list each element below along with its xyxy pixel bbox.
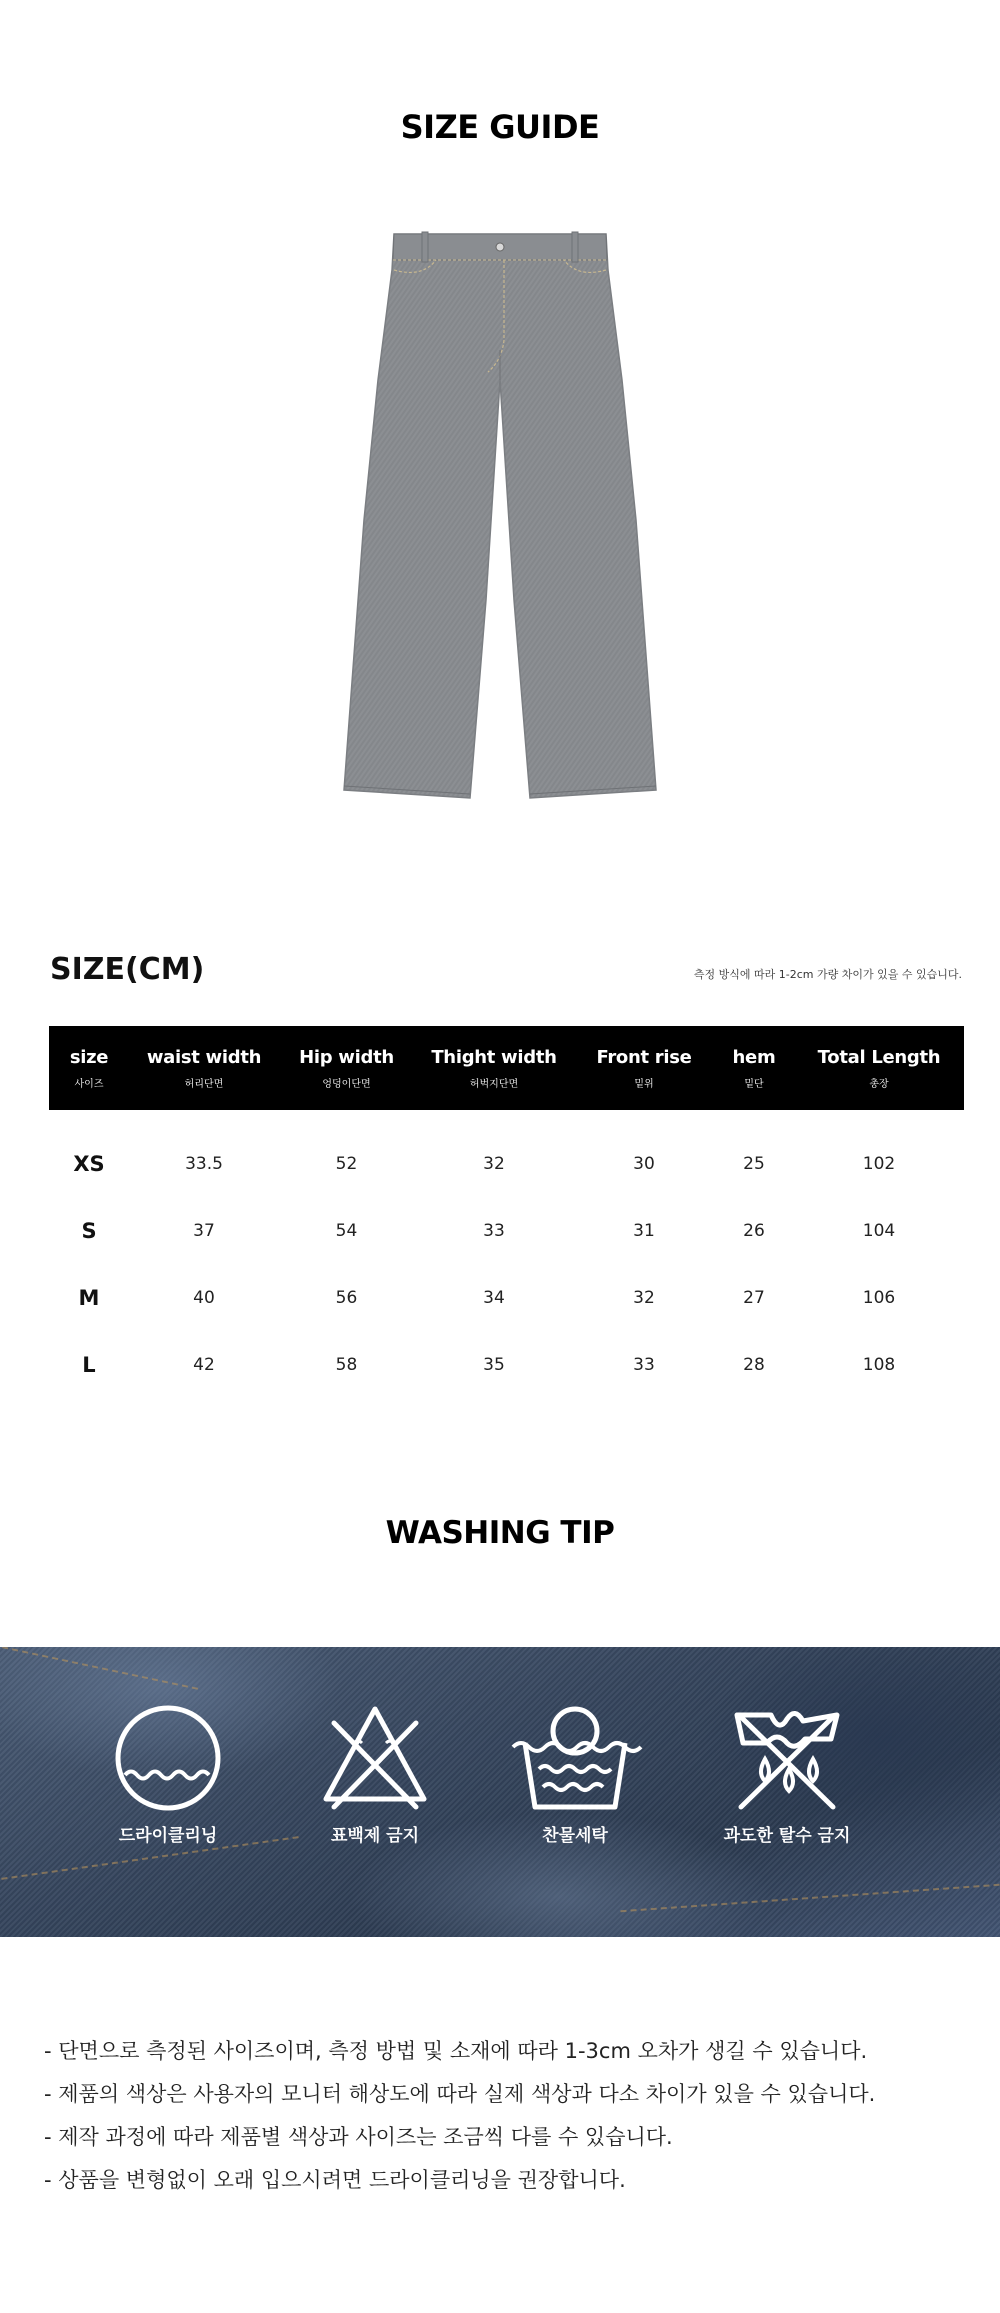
note-item: - 단면으로 측정된 사이즈이며, 측정 방법 및 소재에 따라 1-3cm 오차가 생길 수 있습니다. bbox=[44, 2039, 868, 2063]
size-cell: XS bbox=[73, 1151, 105, 1176]
care-item-cold-wash bbox=[485, 1703, 665, 1846]
table-row bbox=[49, 1110, 964, 1197]
table-cell: 40 bbox=[193, 1287, 215, 1308]
column-header-hem bbox=[714, 1026, 794, 1110]
note-item: - 상품을 변형없이 오래 입으시려면 드라이클리닝을 권장합니다. bbox=[44, 2168, 626, 2192]
note-item: - 제품의 색상은 사용자의 모니터 해상도에 따라 실제 색상과 다소 차이가 있을 수 있습니다. bbox=[44, 2082, 876, 2106]
column-header-en: hem bbox=[732, 1046, 776, 1068]
table-cell: 54 bbox=[335, 1220, 358, 1241]
table-cell: 32 bbox=[483, 1153, 505, 1174]
table-cell: 34 bbox=[483, 1287, 505, 1308]
note-item: - 제작 과정에 따라 제품별 색상과 사이즈는 조금씩 다를 수 있습니다. bbox=[44, 2125, 673, 2149]
no-bleach-icon bbox=[320, 1703, 430, 1813]
column-header-en: Hip width bbox=[299, 1046, 394, 1068]
table-cell: 106 bbox=[862, 1287, 896, 1308]
column-header-rise bbox=[574, 1026, 714, 1110]
table-cell: 104 bbox=[862, 1220, 896, 1241]
column-header-thigh bbox=[414, 1026, 574, 1110]
table-cell: 108 bbox=[862, 1354, 896, 1375]
care-label: 표백제 금지 bbox=[330, 1826, 420, 1846]
table-row bbox=[49, 1264, 964, 1331]
table-cell: 25 bbox=[743, 1153, 765, 1174]
no-wring-icon bbox=[727, 1703, 847, 1813]
column-header-ko: 사이즈 bbox=[74, 1078, 104, 1090]
column-header-waist bbox=[129, 1026, 279, 1110]
table-cell: 27 bbox=[743, 1287, 765, 1308]
table-cell: 42 bbox=[193, 1354, 215, 1375]
column-header-ko: 허리단면 bbox=[184, 1078, 224, 1090]
column-header-length bbox=[794, 1026, 964, 1110]
care-label: 찬물세탁 bbox=[542, 1826, 608, 1846]
table-cell: 102 bbox=[862, 1153, 896, 1174]
washing-tip-title: WASHING TIP bbox=[385, 1515, 615, 1551]
table-cell: 37 bbox=[193, 1220, 215, 1241]
product-notes bbox=[44, 2030, 875, 2202]
care-item-no-wring bbox=[697, 1703, 877, 1846]
measurement-note: 측정 방식에 따라 1-2cm 가량 차이가 있을 수 있습니다. bbox=[693, 968, 962, 981]
column-header-ko: 엉덩이단면 bbox=[322, 1078, 371, 1090]
table-cell: 56 bbox=[335, 1287, 358, 1308]
table-cell: 35 bbox=[483, 1354, 505, 1375]
column-header-en: size bbox=[69, 1046, 109, 1068]
cold-wash-icon bbox=[505, 1703, 645, 1813]
denim-stitch bbox=[620, 1884, 999, 1913]
column-header-ko: 총장 bbox=[869, 1078, 889, 1090]
jeans-product-image bbox=[330, 230, 670, 810]
size-table-header bbox=[49, 1026, 964, 1110]
column-header-size bbox=[49, 1026, 129, 1110]
column-header-ko: 허벅지단면 bbox=[469, 1078, 519, 1090]
table-cell: 52 bbox=[335, 1153, 358, 1174]
table-cell: 28 bbox=[743, 1354, 765, 1375]
column-header-ko: 밑단 bbox=[744, 1078, 764, 1090]
table-cell: 32 bbox=[633, 1287, 655, 1308]
size-cell: M bbox=[78, 1285, 100, 1310]
table-cell: 58 bbox=[335, 1354, 358, 1375]
column-header-en: Total Length bbox=[817, 1046, 941, 1068]
column-header-hip bbox=[279, 1026, 414, 1110]
size-cell: S bbox=[81, 1218, 97, 1243]
table-row bbox=[49, 1197, 964, 1264]
table-cell: 33 bbox=[483, 1220, 505, 1241]
column-header-en: Thight width bbox=[431, 1046, 557, 1068]
table-cell: 31 bbox=[633, 1220, 655, 1241]
denim-stitch bbox=[2, 1647, 198, 1690]
washing-care-banner bbox=[0, 1647, 1000, 1937]
table-cell: 33.5 bbox=[185, 1153, 223, 1174]
table-cell: 30 bbox=[633, 1153, 655, 1174]
care-label: 과도한 탈수 금지 bbox=[723, 1826, 851, 1846]
table-cell: 33 bbox=[633, 1354, 655, 1375]
dry-clean-icon bbox=[113, 1703, 223, 1813]
table-row bbox=[49, 1331, 964, 1398]
care-label: 드라이클리닝 bbox=[118, 1826, 218, 1846]
care-item-no-bleach bbox=[285, 1703, 465, 1846]
size-cell: L bbox=[82, 1352, 96, 1377]
care-item-dry-clean bbox=[78, 1703, 258, 1846]
column-header-en: waist width bbox=[146, 1046, 262, 1068]
size-guide-title: SIZE GUIDE bbox=[400, 108, 600, 146]
size-table bbox=[49, 1026, 964, 1398]
table-cell: 26 bbox=[743, 1220, 765, 1241]
size-chart-title: SIZE(CM) bbox=[50, 952, 205, 987]
column-header-en: Front rise bbox=[596, 1046, 692, 1068]
column-header-ko: 밑위 bbox=[634, 1078, 654, 1090]
